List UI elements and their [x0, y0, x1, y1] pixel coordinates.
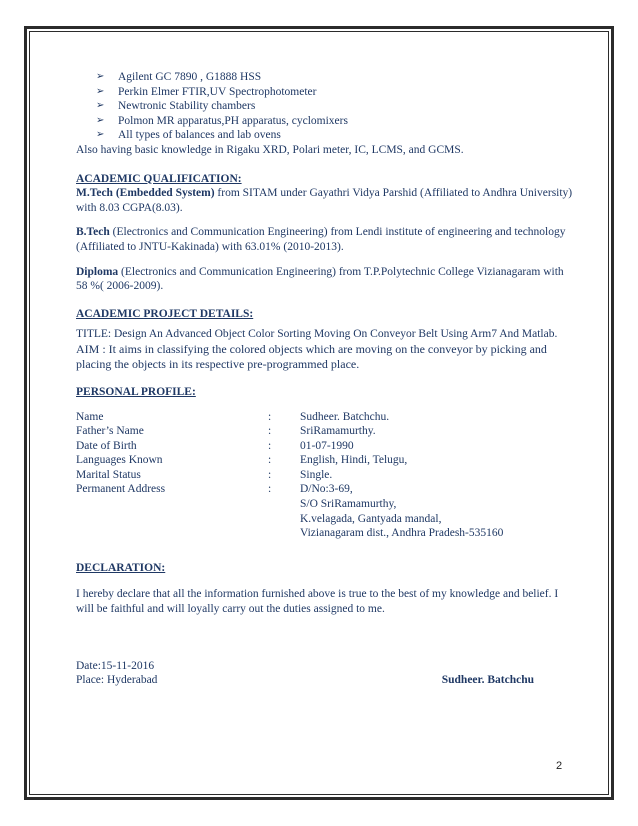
profile-label: Father’s Name: [76, 425, 144, 438]
project-details-heading: ACADEMIC PROJECT DETAILS:: [76, 307, 254, 320]
profile-colon: :: [268, 425, 272, 438]
place-line: Place: Hyderabad: [76, 674, 158, 687]
list-item: ➢ Agilent GC 7890 , G1888 HSS: [96, 71, 262, 83]
equipment-list: [76, 70, 574, 143]
profile-colon: :: [268, 483, 272, 496]
list-item: ➢ Polmon MR apparatus,PH apparatus, cyclomixers: [96, 114, 348, 127]
date-line: Date:15-11-2016: [76, 659, 155, 672]
profile-value: Single.: [300, 468, 333, 481]
btech-text: (Electronics and Communication Engineering) from Lendi institute of engineering and technology (Affiliated to JNTU-Kakinada) with 63.01% (2010-2013).: [76, 226, 566, 253]
arrow-bullet-icon: ➢: [96, 71, 105, 82]
address-line: S/O SriRamamurthy,: [300, 498, 397, 511]
arrow-bullet-icon: ➢: [96, 85, 105, 97]
mtech-label: M.Tech (Embedded System): [76, 187, 215, 200]
mtech-text: from SITAM under Gayathri Vidya Parshid (Affiliated to Andhra University) with 8.03 CGPA(8.03).: [76, 187, 573, 214]
signature-name: Sudheer. Batchchu: [441, 674, 534, 687]
table-row: [76, 424, 503, 439]
profile-value: English, Hindi, Telugu,: [300, 454, 408, 467]
table-row: [76, 453, 503, 468]
table-row: [76, 410, 503, 425]
arrow-bullet-icon: ➢: [96, 114, 105, 126]
diploma-label: Diploma: [76, 265, 119, 278]
mtech-entry: [76, 186, 574, 215]
profile-label: Date of Birth: [76, 439, 137, 452]
profile-colon: :: [268, 439, 272, 452]
profile-value: Sudheer. Batchchu.: [300, 410, 390, 423]
address-line: Vizianagaram dist., Andhra Pradesh-535160: [300, 527, 504, 540]
list-item: ➢ Newtronic Stability chambers: [96, 100, 256, 113]
profile-label: Name: [76, 410, 104, 423]
project-title: TITLE: Design An Advanced Object Color Sorting Moving On Conveyor Belt Using Arm7 And Matlab.: [76, 328, 558, 341]
knowledge-line: Also having basic knowledge in Rigaku XRD, Polari meter, IC, LCMS, and GCMS.: [76, 143, 464, 156]
profile-value: SriRamamurthy.: [300, 425, 376, 438]
place-signature-row: [76, 673, 534, 688]
arrow-bullet-icon: ➢: [96, 129, 105, 141]
table-row: [76, 482, 503, 540]
btech-label: B.Tech: [76, 226, 110, 239]
academic-qualification-heading: ACADEMIC QUALIFICATION:: [76, 172, 242, 185]
project-aim: AIM : It aims in classifying the colored objects which are moving on the conveyor by picking and placing the objects in its respective pre-programmed place.: [76, 341, 547, 371]
declaration-text: I hereby declare that all the information furnished above is true to the best of my knowledge and belief. I will be faithful and will loyally carry out the duties assigned to me.: [76, 588, 559, 616]
profile-label: Permanent Address: [76, 483, 166, 496]
diploma-entry: [76, 265, 574, 294]
declaration-heading: DECLARATION:: [76, 561, 166, 574]
address-line: K.velagada, Gantyada mandal,: [300, 512, 442, 525]
profile-colon: :: [268, 454, 272, 467]
profile-label: Marital Status: [76, 468, 141, 481]
personal-profile-table: [76, 410, 503, 541]
address-line: D/No:3-69,: [300, 483, 353, 496]
profile-colon: :: [268, 410, 272, 423]
profile-label: Languages Known: [76, 454, 163, 467]
profile-value: 01-07-1990: [300, 439, 354, 452]
list-item: ➢ All types of balances and lab ovens: [96, 129, 281, 142]
personal-profile-heading: PERSONAL PROFILE:: [76, 385, 196, 398]
resume-page-content: [76, 70, 574, 688]
arrow-bullet-icon: ➢: [96, 100, 105, 112]
profile-value: [300, 482, 503, 540]
table-row: [76, 439, 503, 454]
list-item: ➢ Perkin Elmer FTIR,UV Spectrophotometer: [96, 85, 317, 98]
profile-colon: :: [268, 468, 272, 481]
table-row: [76, 468, 503, 483]
btech-entry: [76, 225, 574, 254]
page-number: 2: [556, 760, 563, 772]
diploma-text: (Electronics and Communication Engineering) from T.P.Polytechnic College Vizianagaram with 58 %( 2006-2009).: [76, 265, 564, 293]
